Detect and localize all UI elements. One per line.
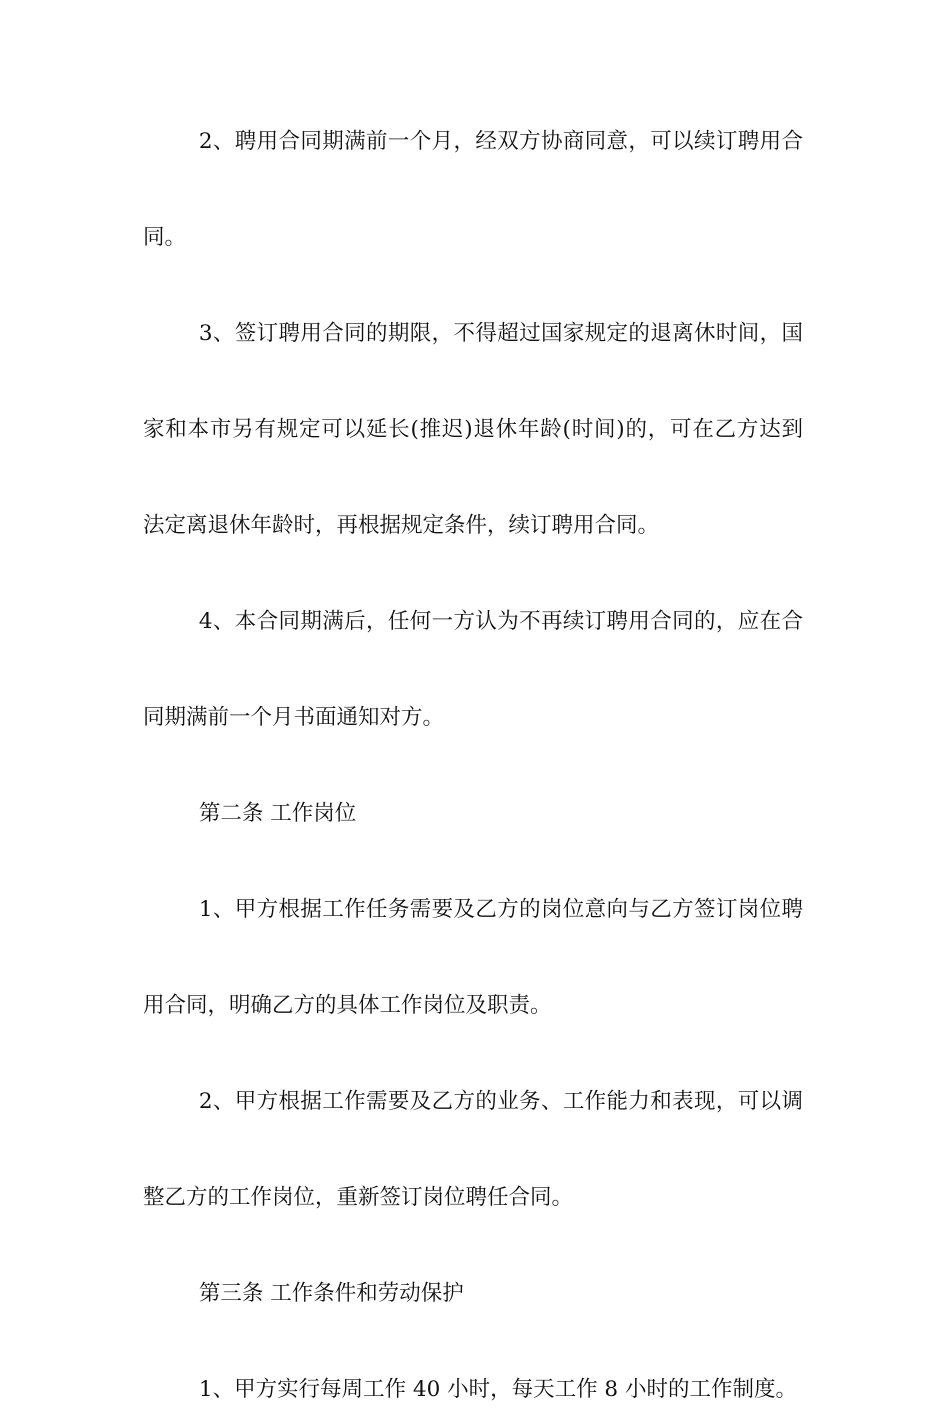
text-line: 3、签订聘用合同的期限，不得超过国家规定的退离休时间，国 xyxy=(198,321,803,346)
section-heading-article-2 xyxy=(143,792,803,836)
text-line: 1、甲方根据工作任务需要及乙方的岗位意向与乙方签订岗位聘 xyxy=(198,897,803,922)
paragraph-expiry-notice xyxy=(143,600,803,740)
paragraph-working-hours xyxy=(143,1368,803,1412)
text-line: 用合同，明确乙方的具体工作岗位及职责。 xyxy=(143,993,552,1018)
text-line: 4、本合同期满后，任何一方认为不再续订聘用合同的，应在合 xyxy=(198,609,803,634)
paragraph-renewal xyxy=(143,120,803,260)
heading-text: 第二条 工作岗位 xyxy=(198,801,357,826)
heading-text: 第三条 工作条件和劳动保护 xyxy=(198,1281,464,1306)
text-line: 家和本市另有规定可以延长(推迟)退休年龄(时间)的，可在乙方达到 xyxy=(143,417,803,442)
text-line: 2、聘用合同期满前一个月，经双方协商同意，可以续订聘用合 xyxy=(198,129,803,154)
text-line: 整乙方的工作岗位，重新签订岗位聘任合同。 xyxy=(143,1185,574,1210)
paragraph-post-adjustment xyxy=(143,1080,803,1220)
text-line: 同。 xyxy=(143,225,187,250)
text-line: 2、甲方根据工作需要及乙方的业务、工作能力和表现，可以调 xyxy=(198,1089,803,1114)
document-body xyxy=(143,120,803,1412)
paragraph-term-limit xyxy=(143,312,803,548)
text-line: 同期满前一个月书面通知对方。 xyxy=(143,705,445,730)
section-heading-article-3 xyxy=(143,1272,803,1316)
text-line: 法定离退休年龄时，再根据规定条件，续订聘用合同。 xyxy=(143,513,660,538)
text-line: 1、甲方实行每周工作 40 小时，每天工作 8 小时的工作制度。 xyxy=(198,1377,797,1402)
paragraph-post-assignment xyxy=(143,888,803,1028)
